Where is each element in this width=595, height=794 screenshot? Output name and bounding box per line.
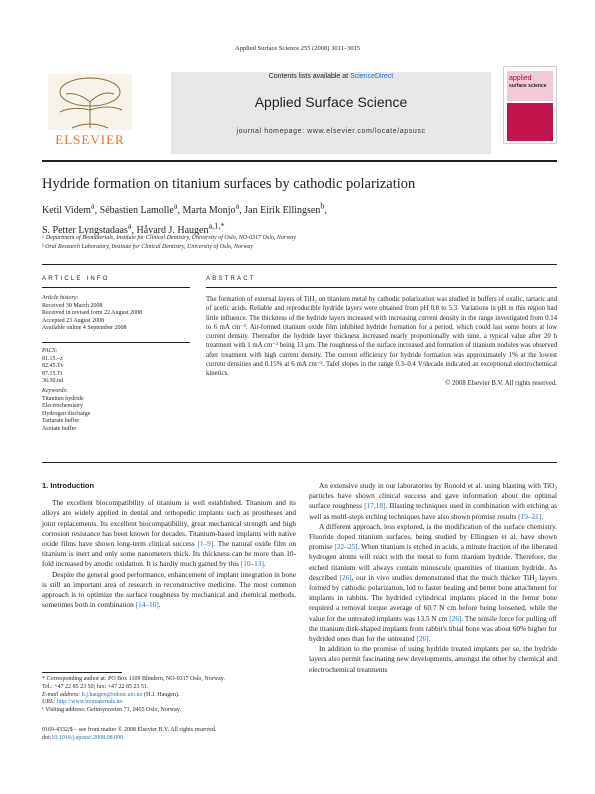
citation-link[interactable]: [17,18] [364,501,386,511]
paragraph: Despite the general good performance, enhancement of implant integration in bone is still an important area of research in reconstructive medicine. The most common approach is to optimize the surface roughness by mechanical and chemical methods, sometimes both in combination [14–16]. [42,569,296,610]
pacs-label: PACS: [42,348,58,354]
info-divider [42,342,190,343]
journal-banner [171,72,491,154]
keyword-list [42,388,182,434]
article-history [42,295,182,333]
footnote-corresponding: * Corresponding author at: PO Box 1109 Blindern, NO-0317 Oslo, Norway. [42,676,225,682]
abstract-rule [206,287,557,288]
paragraph: In addition to the promise of using hydride treated implants per se, the hydride layers also permit fascinating new developments, amongst the other by chemical and electrochemical treatments [309,644,557,674]
right-column [309,481,557,675]
journal-cover [503,66,557,144]
keyword: Tartarate buffer [42,418,80,425]
abstract-body [206,295,557,388]
section-heading: 1. Introduction [42,481,95,490]
keyword: Electrochemistry [42,403,83,410]
citation-link[interactable]: [26] [449,613,462,623]
footnote-url: URL: http://www.biomaterials.no [42,699,123,706]
cover-line2: surface science [509,83,547,89]
body-rule [42,462,557,463]
url-link[interactable]: http://www.biomaterials.no [56,699,123,706]
journal-citation: Applied Surface Science 255 (2008) 3011–3015 [234,45,361,52]
doi-link[interactable]: 10.1016/j.apsusc.2008.08.090 [51,735,124,741]
abstract-text: The formation of external layers of TiH₂ on titanium metal by cathodic polarization was studied in buffers of oxalic, tartaric and of acetic acids. Reliable and reproducible hydride layers were obtained from pH 0.8 to 5.3. Variations in pH in this region had little influence. The thickness of the hydride layers increased with increasing current density in the range investigated from 0.14 to 6 mA cm⁻². Air-formed titanium oxide film inhibited hydride formation for a period, which could last some hours at low current density. Thereafter the hydride layer thickness increased nearly proportionally with time, a typical value after 20 h treatment with 1 mA cm⁻² being 13 μm. The roughness of the surface increased and formation of titanium nodules was observed after treatment with high current density. The current efficiency for hydride formation was approximately 1% at the lowest current densities and 0.15% at 6 mA cm⁻². Tafel slopes in the range 0.3–0.4 V/decade indicated an exceptional electrochemical kinetics. [206,296,557,378]
abstract-copyright: © 2008 Elsevier B.V. All rights reserved. [445,379,557,387]
elsevier-logo [42,72,162,154]
keywords-label: Keywords: [42,388,68,394]
author: Marta Monjo$^a$, [182,202,245,217]
history-item: Received 30 March 2008 [42,302,103,309]
author: Jan Eirik Ellingsen$^b$, [244,202,328,217]
affiliations [42,234,557,252]
article-title: Hydride formation on titanium surfaces by cathodic polarization [42,176,416,192]
pacs-item: 81.15.–z [42,355,63,362]
publisher-name: ELSEVIER [55,132,125,147]
citation-link[interactable]: [10–13] [240,559,264,569]
author: S. Petter Lyngstadaas$^a$, [42,221,137,236]
citation-link[interactable]: [26] [416,634,429,644]
left-column [42,481,296,610]
paragraph: An extensive study in our laboratories by Ronold et al. using blasting with TiO₂ particles have shown clinical success and gave information about the optimal surface roughness [17,18]. Blasting techniques used in combination with etching as well as multi-steps etching techniques have also shown promise results [19–21]. [309,481,557,521]
cover-line1: applied [509,75,532,82]
issn-line: 0169-4332/$ – see front matter © 2008 Elsevier B.V. All rights reserved. [42,727,217,733]
section-rule [42,264,557,265]
affiliation: ᵇ Oral Research Laboratory, Institute for Clinical Dentistry, University of Oslo, Norway [42,244,254,250]
keyword: Titanium hydride [42,395,84,402]
journal-name: Applied Surface Science [254,94,408,110]
article-info-heading: ARTICLE INFO [42,276,110,282]
keyword: Acetate buffer [42,425,77,432]
citation-link[interactable]: [1–9] [197,539,214,549]
keyword: Hydrogen discharge [42,410,91,417]
author: Sébastien Lamolle$^a$, [99,202,183,217]
journal-homepage[interactable]: journal homepage: www.elsevier.com/locate/apsusc [236,128,426,135]
footnote-tel: Tel.: +47 22 85 23 50; fax: +47 22 85 23 51. [42,683,149,690]
history-label: Article history: [42,295,79,301]
author: Håvard J. Haugen$^{a,1,*}$ [136,221,225,236]
footnote-email: E-mail address: h.j.haugen@odont.uio.no (H.J. Haugen). [42,691,180,698]
pacs-item: 87.15.Tt [42,370,63,377]
sciencedirect-link[interactable]: ScienceDirect [350,73,394,80]
citation-link[interactable]: [26] [339,572,352,582]
history-item: Available online 4 September 2008 [42,325,127,332]
author: Ketil Videm$^a$, [42,202,100,217]
header-rule [42,160,557,162]
paragraph: A different approach, less explored, is the modification of the surface chemistry. Fluoride doped titanium surfaces, being studied by Ellingsen et al. have shown promise [22–25]. When titanium is etched in acids, a minute fraction of the liberated hydrogen atoms will react with the metal to form titanium hydride. Therefore, the etched titanium will always contain minuscule quantities of titanium hydride. As described [26], our in vivo studies demonstrated that the much thicker TiH₂ layers formed by cathodic polarization, led to faster healing and better bone attachment for implants in rabbits. The hydrided cylindrical implants placed in the femur bone required a removal torque average of 60.7 N cm before being loosened, while the value for the untreated implants was 13.5 N cm [26]. The tensile force for pulling off the titanium disk-shaped implants from rabbit's tibial bone was about 60% higher for hydrided ones than for the untreated [26]. [309,521,557,644]
doi-line: doi:10.1016/j.apsusc.2008.08.090 [42,735,124,741]
footnote-visiting: ¹ Visiting address: Geitmyrsveien 71, 0455 Oslo, Norway. [42,707,181,714]
history-item: Accepted 23 August 2008 [42,317,105,324]
pacs-item: 36.30.nd [42,378,63,385]
abstract-heading: ABSTRACT [206,276,256,282]
author-list [42,199,557,238]
email-link[interactable]: h.j.haugen@odont.uio.no [81,691,143,698]
footnotes [42,676,296,715]
citation-link[interactable]: [14–16] [135,600,159,610]
contents-line [171,73,491,80]
info-rule [42,287,190,288]
pacs-item: 82.45.Tv [42,363,64,370]
contents-prefix: Contents lists available at [268,73,351,80]
affiliation: ᵃ Department of Biomaterials, Institute for Clinical Dentistry, University of Oslo, NO-0317 Oslo, Norway [42,235,296,241]
paragraph: The excellent biocompatibility of titanium is well established. Titanium and its alloys are widely applied in dental and orthopedic implants such as prostheses and joint replacements. Its excellent biocompatibility, great mechanical strength and high corrosion resistance has been known for decades. Titanium-based implants with native oxide films have shown long-term clinical success [1–9]. The natural oxide film on titanium is inert and only some nanometers thick. Its thickness can be more than 10-fold increased by anodic oxidation. It is hardly much gained by this [10–13]. [42,498,296,569]
pacs-list [42,348,182,386]
footnote-rule [42,672,122,673]
citation-link[interactable]: [22–25] [334,542,358,552]
front-matter [42,726,296,742]
history-item: Received in revised form 22 August 2008 [42,310,142,317]
citation-link[interactable]: [19–21] [518,511,542,521]
